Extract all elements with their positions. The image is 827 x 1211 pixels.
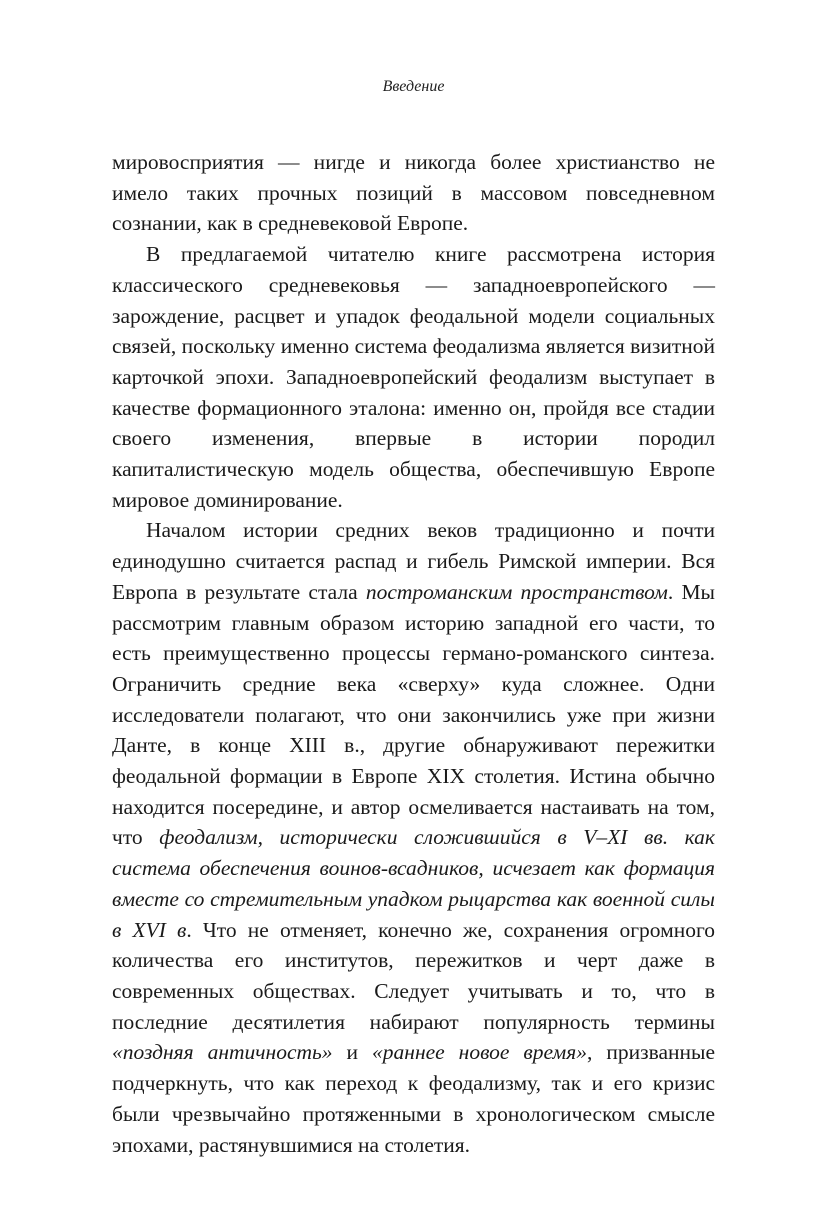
italic-phrase: построманским пространством: [365, 579, 668, 604]
italic-term: «поздняя античность»: [112, 1040, 333, 1065]
paragraph-3: [112, 515, 715, 1160]
paragraph-1: [112, 147, 715, 239]
text-segment: , призванные подчеркнуть, что как переход к феодализму, так и его кризис были чрезвычайно протяженными в хронологическом смысле эпохами, растянувшимися на столетия.: [112, 1040, 716, 1157]
text-segment: мировосприятия — нигде и никогда более христианство не имело таких прочных позиций в массовом повседневном сознании, как в средневековой Европе.: [112, 150, 715, 236]
text-segment: . Мы рассмотрим главным образом историю западной его части, то есть преимущественно процессы германо-романского синтеза. Ограничить средние века «сверху» куда сложнее. Одни исследователи полагают, что они закончились уже при жизни Данте, в конце XIII в., другие обнаруживают пережитки феодальной формации в Европе XIX столетия. Истина обычно находится посередине, и автор осмеливается настаивать на том, что: [112, 579, 716, 850]
italic-term: «раннее новое время»: [372, 1040, 587, 1065]
paragraph-2: [112, 239, 715, 515]
italic-thesis: феодализм, исторически сложившийся в V–XI вв. как система обеспечения воинов-всадников, исчезает как формация вместе со стремительным упадком рыцарства как военной силы в XVI в: [112, 825, 715, 942]
running-head: Введение: [382, 78, 445, 95]
text-segment: В предлагаемой читателю книге рассмотрена история классического средневековья — западноевропейского — зарождение, расцвет и упадок феодальной модели социальных связей, поскольку именно система феодализма является визитной карточкой эпохи. Западноевропейский феодализм выступает в качестве формационного эталона: именно он, пройдя все стадии своего изменения, впервые в истории породил капиталистическую модель общества, обеспечившую Европе мировое доминирование.: [112, 242, 715, 512]
text-segment: и: [332, 1040, 373, 1065]
text-segment: . Что не отменяет, конечно же, сохранения огромного количества его институтов, пережитков и черт даже в современных обществах. Следует учитывать и то, что в последние десятилетия набирают популярность термины: [112, 917, 715, 1034]
body-text: [112, 147, 715, 1160]
text-segment: Началом истории средних веков традиционно и почти единодушно считается распад и гибель Римской империи. Вся Европа в результате стала: [112, 518, 715, 604]
